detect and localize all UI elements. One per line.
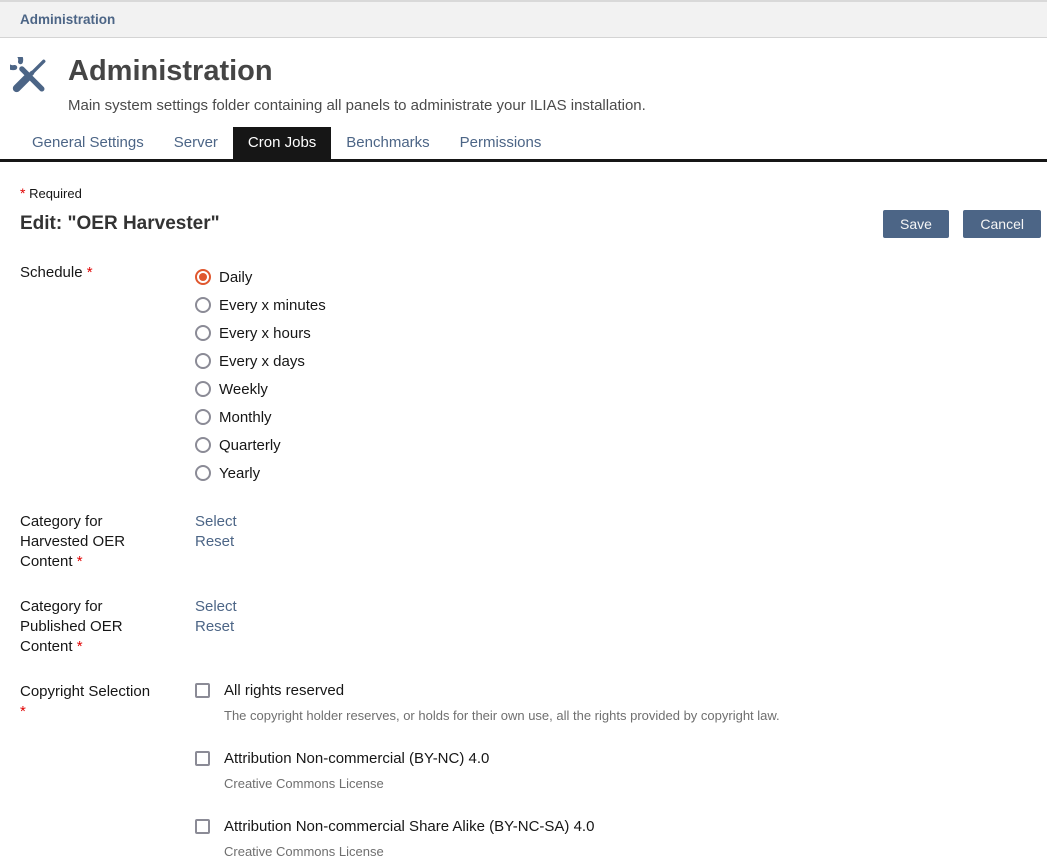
radio-weekly-label: Weekly [219,380,268,398]
copyright-required-asterisk: * [20,703,26,721]
radio-daily-label: Daily [219,268,253,286]
radio-every-x-days[interactable] [195,353,211,369]
published-category-required-asterisk: * [76,638,83,656]
required-note-label: Required [29,186,82,202]
radio-every-x-minutes-label: Every x minutes [219,296,326,314]
harvested-category-label-line2: Harvested OER [20,533,126,551]
copyright-label-text: Copyright Selection [20,683,151,701]
tab-general-settings[interactable]: General Settings [32,134,144,152]
schedule-required-asterisk: * [86,264,93,282]
checkbox-all-rights-reserved-label: All rights reserved [224,682,345,700]
harvested-category-label-line3: Content [20,553,73,571]
harvested-category-label [20,512,165,572]
copyright-option-by-nc [195,750,1041,791]
page-subtitle: Main system settings folder containing all panels to administrate your ILIAS installation. [68,97,646,115]
checkbox-by-nc-sa-label: Attribution Non-commercial Share Alike (BY-NC-SA) 4.0 [224,818,595,836]
published-category-label-line1: Category for [20,598,103,616]
checkbox-row-by-nc[interactable] [195,750,1041,767]
tab-cron-jobs[interactable]: Cron Jobs [233,127,331,159]
tab-bar [0,127,1047,162]
radio-quarterly[interactable] [195,437,211,453]
tab-server[interactable]: Server [173,134,218,152]
harvested-category-select-link[interactable]: Select [195,513,237,531]
published-category-label [20,597,165,657]
tab-benchmarks[interactable]: Benchmarks [346,134,430,152]
form-row-copyright [20,682,1041,859]
form-title: Edit: "OER Harvester" [20,213,220,235]
harvested-category-label-line1: Category for [20,513,103,531]
form-row-published-category [20,597,1041,657]
radio-yearly-label: Yearly [219,464,261,482]
form-row-harvested-category [20,512,1041,572]
radio-option-quarterly[interactable] [195,431,1041,459]
tab-permissions[interactable]: Permissions [459,134,542,152]
schedule-label-text: Schedule [20,264,83,282]
radio-monthly[interactable] [195,409,211,425]
copyright-options [195,682,1041,859]
copyright-option-by-nc-sa [195,818,1041,859]
checkbox-by-nc-sa[interactable] [195,819,210,834]
save-button[interactable]: Save [883,210,949,238]
main-content [0,162,1047,859]
radio-option-yearly[interactable] [195,459,1041,487]
radio-every-x-minutes[interactable] [195,297,211,313]
page-header [0,38,1047,114]
radio-quarterly-label: Quarterly [219,436,281,454]
published-category-label-line3: Content [20,638,73,656]
required-asterisk: * [20,185,26,202]
cron-job-form [20,263,1041,859]
radio-option-every-x-minutes[interactable] [195,291,1041,319]
harvested-category-reset-link[interactable]: Reset [195,533,235,551]
form-row-schedule [20,263,1041,487]
checkbox-all-rights-reserved[interactable] [195,683,210,698]
breadcrumb [0,0,1047,38]
harvested-category-required-asterisk: * [76,553,83,571]
radio-weekly[interactable] [195,381,211,397]
radio-option-weekly[interactable] [195,375,1041,403]
schedule-radio-group [195,263,1041,487]
checkbox-by-nc-label: Attribution Non-commercial (BY-NC) 4.0 [224,750,490,768]
radio-every-x-hours-label: Every x hours [219,324,311,342]
radio-option-every-x-hours[interactable] [195,319,1041,347]
breadcrumb-item-administration[interactable]: Administration [20,12,116,27]
published-category-controls [195,597,1041,657]
copyright-label [20,682,165,859]
radio-every-x-hours[interactable] [195,325,211,341]
radio-option-daily[interactable] [195,263,1041,291]
form-actions [873,210,1041,238]
wrench-screwdriver-icon [10,57,48,95]
cancel-button[interactable]: Cancel [963,210,1041,238]
radio-option-monthly[interactable] [195,403,1041,431]
published-category-reset-link[interactable]: Reset [195,618,235,636]
radio-every-x-days-label: Every x days [219,352,305,370]
radio-option-every-x-days[interactable] [195,347,1041,375]
checkbox-row-by-nc-sa[interactable] [195,818,1041,835]
checkbox-all-rights-reserved-description: The copyright holder reserves, or holds for their own use, all the rights provided by copyright law. [224,708,780,724]
page-title: Administration [68,55,273,87]
required-note [20,185,1041,201]
checkbox-by-nc-description: Creative Commons License [224,776,384,792]
published-category-select-link[interactable]: Select [195,598,237,616]
checkbox-by-nc[interactable] [195,751,210,766]
checkbox-row-all-rights-reserved[interactable] [195,682,1041,699]
schedule-label [20,263,165,487]
copyright-option-all-rights-reserved [195,682,1041,723]
published-category-label-line2: Published OER [20,618,123,636]
radio-daily[interactable] [195,269,211,285]
radio-monthly-label: Monthly [219,408,272,426]
radio-yearly[interactable] [195,465,211,481]
harvested-category-controls [195,512,1041,572]
checkbox-by-nc-sa-description: Creative Commons License [224,844,384,859]
